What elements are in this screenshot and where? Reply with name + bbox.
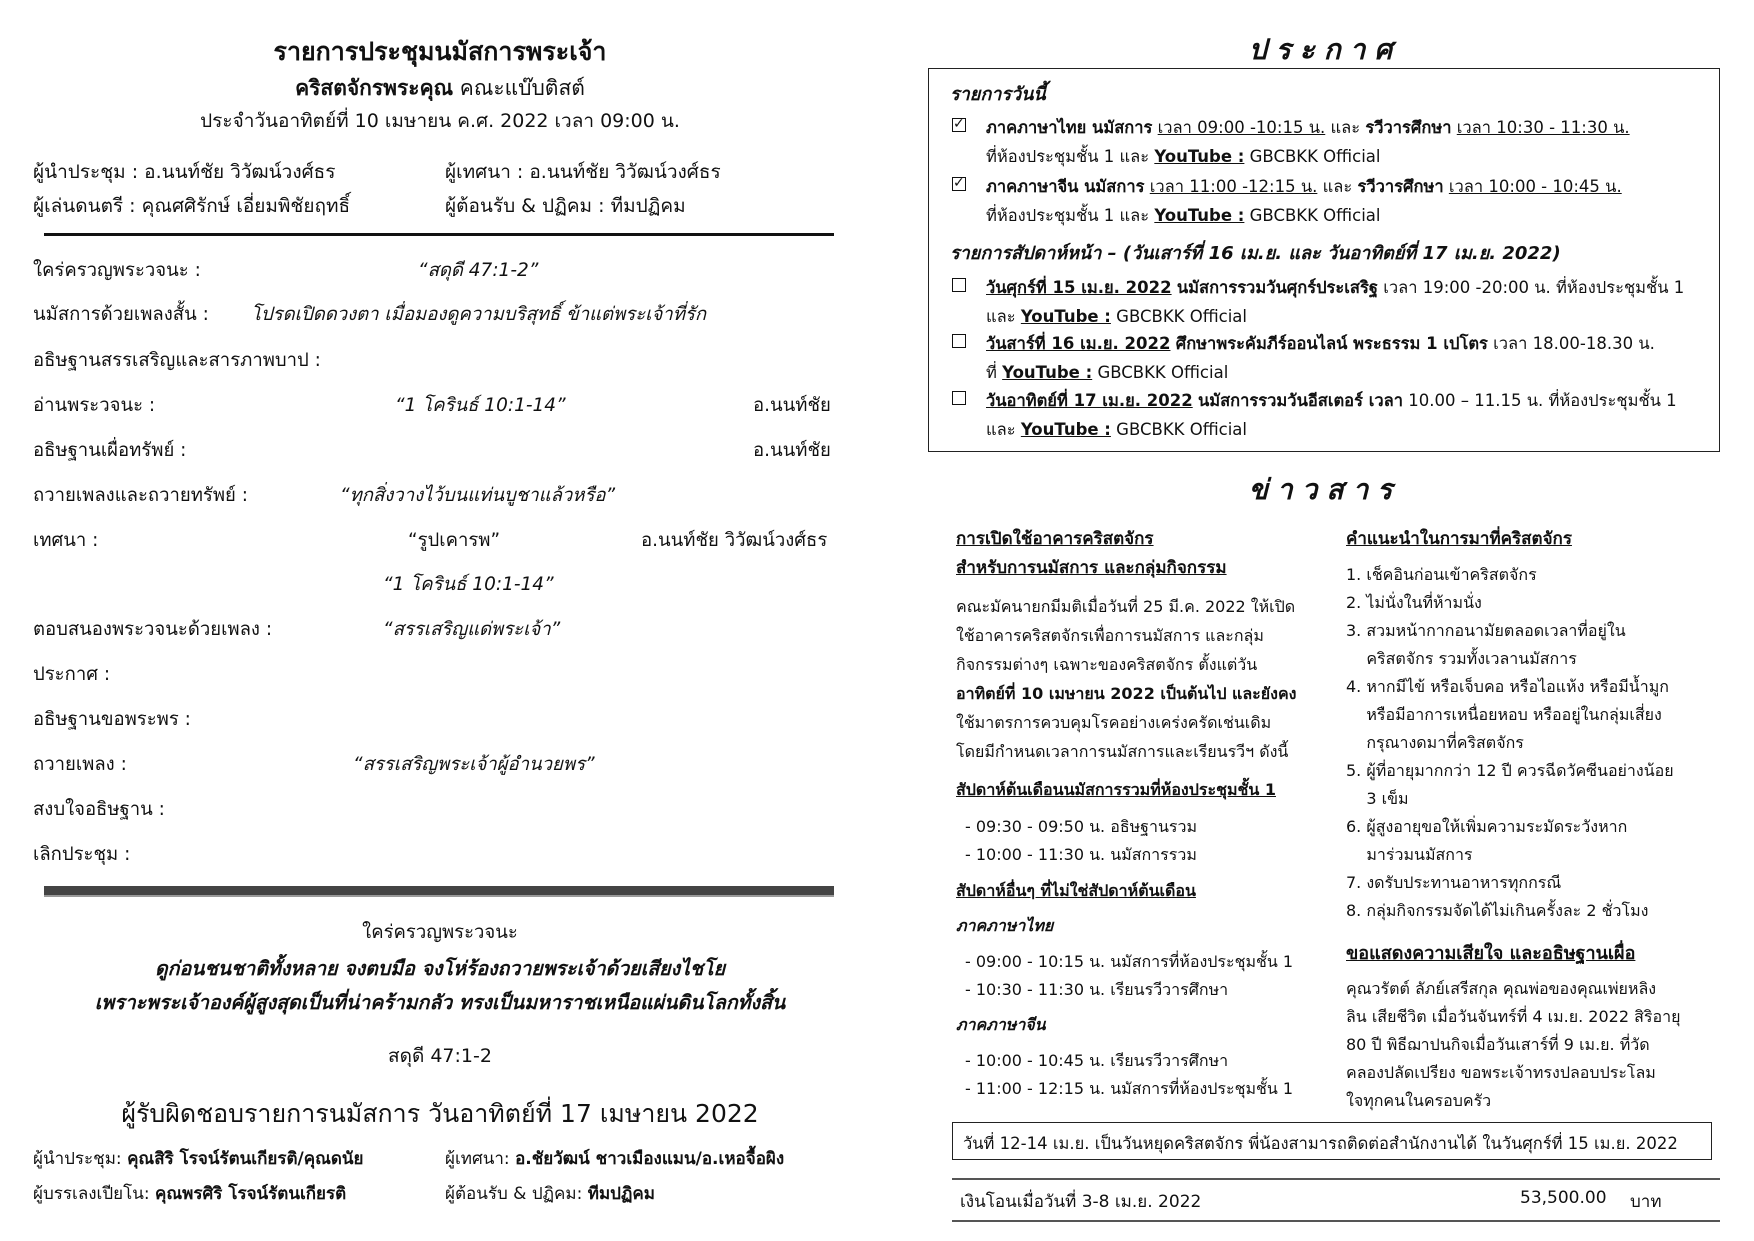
- condolence-line: คุณวรัตต์ ลัภย์เสรีสกุล คุณพ่อของคุณเพ่ยหลิง: [1346, 979, 1657, 998]
- condolence-line: คลองปลัดเปรียง ขอพระเจ้าทรงปลอบประโลม: [1346, 1063, 1656, 1082]
- church-name-line: [40, 72, 840, 105]
- checkbox-checked-icon: [952, 118, 966, 132]
- finance-label: เงินโอนเมื่อวันที่ 3-8 เม.ย. 2022: [960, 1192, 1202, 1212]
- next-week-schedule-heading: รายการสัปดาห์หน้า – (วันเสาร์ที่ 16 เม.ย. และ วันอาทิตย์ที่ 17 เม.ย. 2022): [950, 243, 1561, 264]
- checkbox-empty-icon: [952, 278, 966, 292]
- divider: [952, 1220, 1720, 1222]
- condolence-line: 80 ปี พิธีฌาปนกิจเมื่อวันเสาร์ที่ 9 เม.ย. ที่วัด: [1346, 1035, 1650, 1054]
- guideline-item: 6. ผู้สูงอายุขอให้เพิ่มความระมัดระวังหาก: [1346, 817, 1628, 836]
- paragraph-line: กิจกรรมต่างๆ เฉพาะของคริสตจักร ตั้งแต่วัน: [956, 655, 1258, 674]
- guideline-item: 7. งดรับประทานอาหารทุกกรณี: [1346, 873, 1562, 892]
- staff-preacher: ผู้เทศนา : อ.นนท์ชัย วิวัฒน์วงศ์ธร: [445, 161, 721, 183]
- paragraph-line: โดยมีกำหนดเวลาการนมัสการและเรียนรวีฯ ดังนี้: [956, 742, 1289, 761]
- news-heading: ข่าวสาร: [1248, 473, 1402, 506]
- other-weeks-subheading: สัปดาห์อื่นๆ ที่ไม่ใช่สัปดาห์ต้นเดือน: [956, 881, 1196, 900]
- schedule-item: - 10:00 - 11:30 น. นมัสการรวม: [965, 845, 1197, 864]
- paragraph-line: คณะมัคนายกมีมติเมื่อวันที่ 25 มี.ค. 2022 ให้เปิด: [956, 597, 1296, 616]
- visiting-guidelines-heading: คำแนะนำในการมาที่คริสตจักร: [1346, 529, 1572, 549]
- guideline-item: 3. สวมหน้ากากอนามัยตลอดเวลาที่อยู่ใน: [1346, 621, 1626, 640]
- schedule-item: - 09:30 - 09:50 น. อธิษฐานรวม: [965, 817, 1198, 836]
- today-heading: รายการวันนี้: [950, 84, 1046, 105]
- announcements-heading: ประกาศ: [1248, 33, 1402, 66]
- schedule-item: - 11:00 - 12:15 น. นมัสการที่ห้องประชุมชั้น 1: [965, 1079, 1294, 1098]
- staff-usher: ผู้ต้อนรับ & ปฏิคม : ทีมปฏิคม: [445, 195, 686, 217]
- guideline-item: 2. ไม่นั่งในที่ห้ามนั่ง: [1346, 593, 1482, 612]
- verse-reference: สดุดี 47:1-2: [388, 1045, 492, 1067]
- guideline-item: มาร่วมนมัสการ: [1346, 845, 1473, 864]
- checkbox-checked-icon: [952, 177, 966, 191]
- condolence-heading: ขอแสดงความเสียใจ และอธิษฐานเผื่อ: [1346, 943, 1636, 964]
- chinese-section-label: ภาคภาษาจีน: [956, 1015, 1046, 1034]
- holiday-notice: วันที่ 12-14 เม.ย. เป็นวันหยุดคริสตจักร พี่น้องสามารถติดต่อสำนักงานได้ ในวันศุกร์ที่ 15 เม.ย. 2022: [952, 1122, 1712, 1160]
- guideline-item: 5. ผู้ที่อายุมากกว่า 12 ปี ควรฉีดวัคซีนอย่างน้อย: [1346, 761, 1674, 780]
- paragraph-line: ใช้มาตรการควบคุมโรคอย่างเคร่งครัดเช่นเดิม: [956, 713, 1272, 732]
- building-opening-heading: การเปิดใช้อาคารคริสตจักร: [956, 529, 1154, 549]
- verse-line: ดูก่อนชนชาติทั้งหลาย จงตบมือ จงโห่ร้องถวายพระเจ้าด้วยเสียงไชโย: [154, 957, 726, 980]
- schedule-item: - 10:30 - 11:30 น. เรียนรวีวารศึกษา: [965, 980, 1229, 999]
- condolence-line: ใจทุกคนในครอบครัว: [1346, 1091, 1492, 1110]
- church-name: คริสตจักรพระคุณ: [295, 76, 454, 100]
- divider: [44, 233, 834, 236]
- next-leader: ผู้นำประชุม: คุณสิริ โรจน์รัตนเกียรติ/คุณดนัย: [33, 1149, 364, 1169]
- thai-section-label: ภาคภาษาไทย: [956, 916, 1054, 935]
- service-title: รายการประชุมนมัสการพระเจ้า: [273, 37, 607, 66]
- verse-heading: ใคร่ครวญพระวจนะ: [362, 922, 518, 943]
- guideline-item: กรุณางดมาที่คริสตจักร: [1346, 733, 1524, 752]
- church-denomination: คณะแบ๊บติสต์: [459, 76, 585, 100]
- divider: [952, 1178, 1720, 1180]
- guideline-item: 3 เข็ม: [1346, 789, 1409, 808]
- finance-unit: บาท: [1630, 1192, 1662, 1212]
- staff-leader: ผู้นำประชุม : อ.นนท์ชัย วิวัฒน์วงศ์ธร: [33, 161, 336, 183]
- guideline-item: 4. หากมีไข้ หรือเจ็บคอ หรือไอแห้ง หรือมีน้ำมูก: [1346, 677, 1669, 696]
- first-week-subheading: สัปดาห์ต้นเดือนนมัสการรวมที่ห้องประชุมชั้น 1: [956, 780, 1276, 799]
- divider: [44, 886, 834, 897]
- finance-amount: 53,500.00: [1520, 1188, 1607, 1208]
- paragraph-line: ใช้อาคารคริสตจักรเพื่อการนมัสการ และกลุ่ม: [956, 626, 1264, 645]
- checkbox-empty-icon: [952, 334, 966, 348]
- checkbox-empty-icon: [952, 391, 966, 405]
- guideline-item: หรือมีอาการเหนื่อยหอบ หรืออยู่ในกลุ่มเสี่ยง: [1346, 705, 1662, 724]
- verse-line: เพราะพระเจ้าองค์ผู้สูงสุดเป็นที่น่าคร้ามกลัว ทรงเป็นมหาราชเหนือแผ่นดินโลกทั้งสิ้น: [94, 991, 786, 1014]
- service-date: ประจำวันอาทิตย์ที่ 10 เมษายน ค.ศ. 2022 เวลา 09:00 น.: [200, 110, 680, 132]
- next-preacher: ผู้เทศนา: อ.ชัยวัฒน์ ชาวเมืองแมน/อ.เหอจื้อผิง: [445, 1149, 785, 1169]
- next-usher: ผู้ต้อนรับ & ปฏิคม: ทีมปฏิคม: [445, 1184, 655, 1204]
- next-pianist: ผู้บรรเลงเปียโน: คุณพรศิริ โรจน์รัตนเกียรติ: [33, 1184, 347, 1204]
- guideline-item: คริสตจักร รวมทั้งเวลานมัสการ: [1346, 649, 1577, 668]
- paragraph-line: อาทิตย์ที่ 10 เมษายน 2022 เป็นต้นไป และยังคง: [956, 684, 1297, 703]
- building-opening-heading: สำหรับการนมัสการ และกลุ่มกิจกรรม: [956, 558, 1227, 578]
- guideline-item: 8. กลุ่มกิจกรรมจัดได้ไม่เกินครั้งละ 2 ชั่วโมง: [1346, 901, 1649, 920]
- guideline-item: 1. เช็คอินก่อนเข้าคริสตจักร: [1346, 565, 1537, 584]
- staff-musician: ผู้เล่นดนตรี : คุณศศิรักษ์ เอี่ยมพิชัยฤทธิ์: [33, 195, 351, 217]
- schedule-item: - 09:00 - 10:15 น. นมัสการที่ห้องประชุมชั้น 1: [965, 952, 1294, 971]
- schedule-item: - 10:00 - 10:45 น. เรียนรวีวารศึกษา: [965, 1051, 1229, 1070]
- condolence-line: ลิน เสียชีวิต เมื่อวันจันทร์ที่ 4 เม.ย. 2022 สิริอายุ: [1346, 1007, 1681, 1026]
- next-week-heading: ผู้รับผิดชอบรายการนมัสการ วันอาทิตย์ที่ 17 เมษายน 2022: [121, 1099, 759, 1128]
